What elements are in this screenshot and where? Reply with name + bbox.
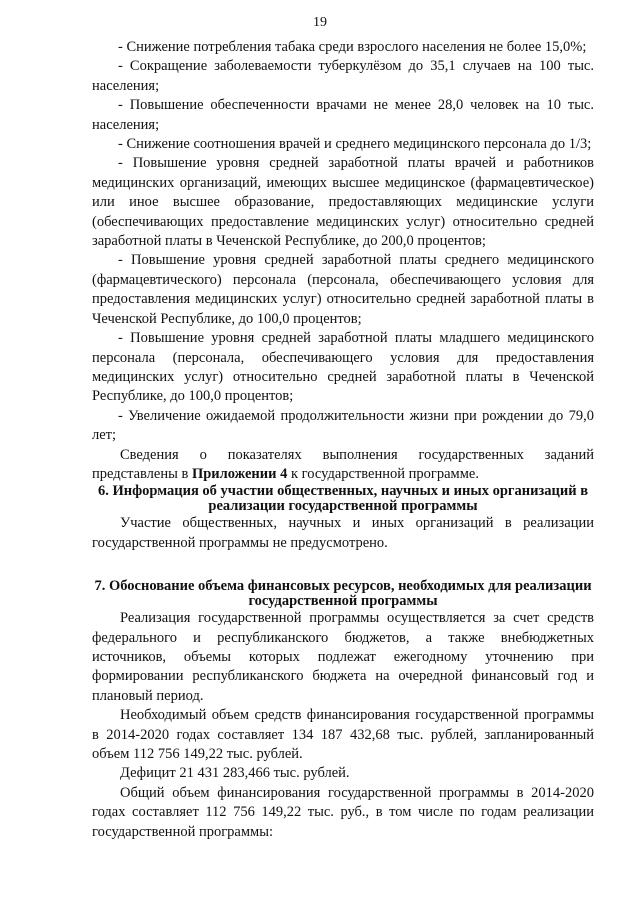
section-7-paragraph: Реализация государственной программы осуществляется за счет средств федерального и республиканского бюджетов, а также внебюджетных источников, объемы которых подлежат ежегодному уточнению при формировании республиканского бюджета на очередной финансовый год и плановый период.	[92, 610, 594, 704]
target-item: - Повышение уровня средней заработной платы врачей и работников медицинских организаций, имеющих высшее медицинское (фармацевтическое) или иное высшее образование, предоставляющих медицинские услуги (обеспечивающих предоставление медицинских услуг) относительно средней заработной платы в Чеченской Республике, до 200,0 процентов;	[92, 155, 594, 250]
target-item: - Повышение уровня средней заработной платы младшего медицинского персонала (персонала, обеспечивающего условия для предоставления медицинских услуг) относительно средней заработной платы в Чеченской Республике, до 100,0 процентов;	[92, 330, 594, 405]
assignments-note	[92, 446, 594, 485]
page-content	[92, 38, 594, 842]
targets-list	[92, 38, 594, 446]
appendix-reference: Приложении 4	[191, 465, 288, 482]
target-item: - Повышение обеспеченности врачами не менее 28,0 человек на 10 тыс. населения;	[92, 97, 594, 133]
target-item: - Снижение соотношения врачей и среднего медицинского персонала до 1/3;	[118, 136, 592, 153]
target-item: - Повышение уровня средней заработной платы среднего медицинского (фармацевтического) персонала (персонала, обеспечивающего условия для предоставления медицинских услуг) относительно средней заработной платы в Чеченской Республике, до 100,0 процентов;	[92, 252, 594, 327]
target-item: - Увеличение ожидаемой продолжительности жизни при рождении до 79,0 лет;	[92, 407, 594, 444]
section-7-paragraph: Необходимый объем средств финансирования государственной программы в 2014-2020 годах составляет 134 187 432,68 тыс. рублей, запланированный объем 112 756 149,22 тыс. рублей.	[92, 707, 594, 762]
section-7-paragraph: Дефицит 21 431 283,466 тыс. рублей.	[120, 765, 350, 782]
target-item: - Сокращение заболеваемости туберкулёзом до 35,1 случаев на 100 тыс. населения;	[92, 58, 594, 94]
assignments-note-tail: к государственной программе.	[287, 465, 479, 482]
assignments-note-text: Сведения о показателях выполнения государственных заданий представлены в	[92, 446, 594, 482]
target-item: - Снижение потребления табака среди взрослого населения не более 15,0%;	[118, 39, 587, 55]
page-number: 19	[313, 15, 327, 30]
section-7-paragraph: Общий объем финансирования государственной программы в 2014-2020 годах составляет 112 756 149,22 тыс. руб., в том числе по годам реализации государственной программы:	[92, 784, 594, 840]
section-6-heading: 6. Информация об участии общественных, научных и иных организаций в реализации государственной программы	[97, 483, 589, 515]
section-7-heading: 7. Обоснование объема финансовых ресурсов, необходимых для реализации государственной программы	[94, 578, 592, 610]
section-6-text: Участие общественных, научных и иных организаций в реализации государственной программы не предусмотрено.	[92, 515, 594, 551]
